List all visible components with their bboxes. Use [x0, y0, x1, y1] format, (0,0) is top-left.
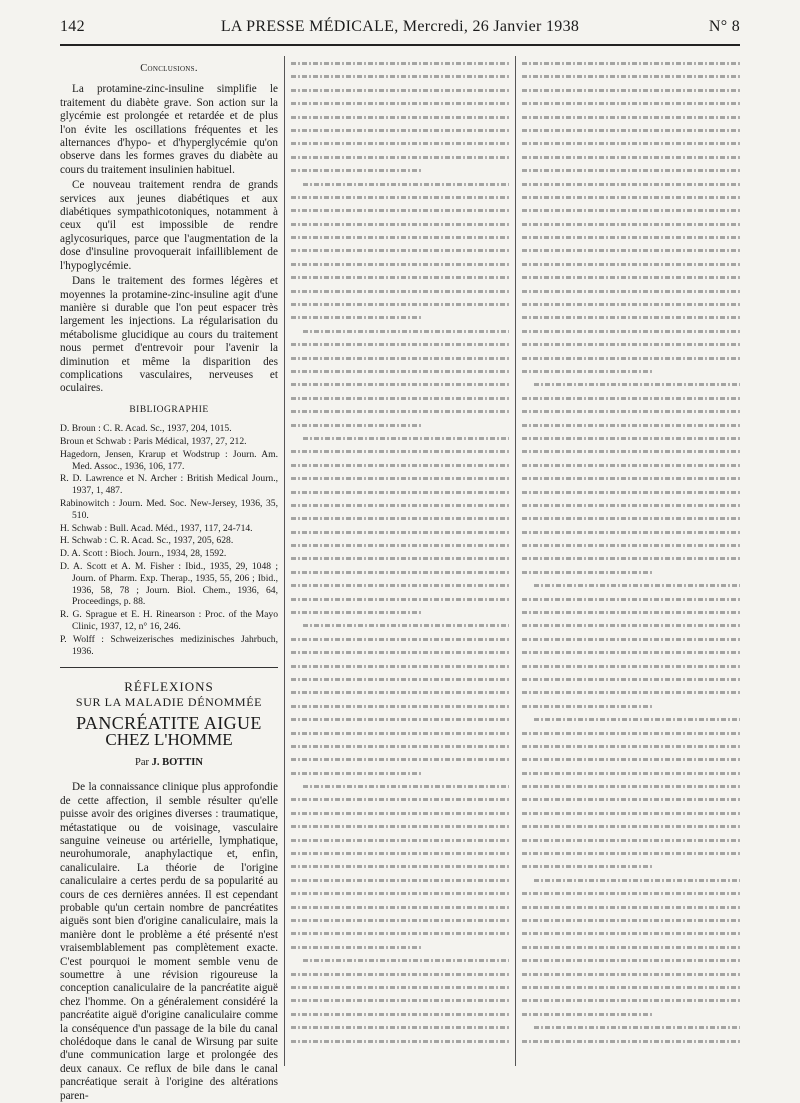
text-line: [291, 163, 509, 176]
text-line: [522, 431, 740, 444]
text-line: [522, 163, 740, 176]
text-line: [291, 297, 509, 310]
text-line: [522, 485, 740, 498]
text-line: [522, 377, 740, 390]
column-3: [522, 56, 740, 1066]
conclusions-title: Conclusions.: [140, 63, 198, 74]
text-line: [522, 69, 740, 82]
text-line: [291, 953, 509, 966]
text-line: [291, 739, 509, 752]
text-line: [522, 779, 740, 792]
bibliography-entry: Hagedorn, Jensen, Krarup et Wodstrup : Journ. Am. Med. Assoc., 1936, 106, 177.: [60, 448, 278, 472]
text-line: [522, 364, 740, 377]
text-line: [522, 926, 740, 939]
text-line: [291, 270, 509, 283]
text-line: [522, 565, 740, 578]
text-line: [291, 110, 509, 123]
text-line: [291, 337, 509, 350]
text-line: [291, 632, 509, 645]
text-line: [291, 177, 509, 190]
issue-number: N° 8: [708, 18, 740, 35]
text-line: [522, 538, 740, 551]
text-line: [522, 833, 740, 846]
page-header: [60, 18, 740, 42]
text-line: [291, 83, 509, 96]
text-line: [522, 886, 740, 899]
journal-title: LA PRESSE MÉDICALE, Mercredi, 26 Janvier 1938: [220, 18, 580, 35]
text-line: [522, 806, 740, 819]
text-line: [291, 726, 509, 739]
text-line: [522, 953, 740, 966]
text-line: [522, 752, 740, 765]
text-line: [291, 833, 509, 846]
article-title-main: CHEZ L'HOMME: [105, 729, 233, 749]
text-line: [291, 511, 509, 524]
text-line: [291, 819, 509, 832]
text-line: [291, 284, 509, 297]
text-line: [291, 766, 509, 779]
text-line: [522, 578, 740, 591]
conclusions-paragraph: La protamine-zinc-insuline simplifie le traitement du diabète grave. Son action sur la glycémie est prolongée et retardée et de plus l'on évite les oscillations fréquentes et les alternances d'hypo- et d'hyperglycémie qu'on observe dans les formes graves du diabète au cours du traitement insulinien habituel.: [60, 83, 278, 176]
bibliography-entry: D. Broun : C. R. Acad. Sc., 1937, 204, 1015.: [60, 423, 232, 435]
text-line: [522, 351, 740, 364]
text-line: [291, 243, 509, 256]
text-line: [522, 873, 740, 886]
text-line: [291, 605, 509, 618]
text-line: [522, 310, 740, 323]
text-line: [522, 444, 740, 457]
column-divider: [284, 56, 285, 1066]
column-1: [60, 56, 278, 1102]
bibliography-entry: Broun et Schwab : Paris Médical, 1937, 27, 212.: [60, 435, 247, 447]
text-line: [522, 337, 740, 350]
text-line: [522, 766, 740, 779]
text-line: [291, 471, 509, 484]
bibliography-list: [60, 423, 278, 657]
text-line: [291, 391, 509, 404]
text-line: [291, 190, 509, 203]
text-line: [291, 1007, 509, 1020]
text-line: [522, 940, 740, 953]
text-line: [291, 498, 509, 511]
text-line: [522, 203, 740, 216]
text-line: [291, 565, 509, 578]
page-number: 142: [60, 18, 85, 35]
text-line: [522, 257, 740, 270]
text-line: [522, 511, 740, 524]
bibliography-entry: R. G. Sprague et E. H. Rinearson : Proc. of the Mayo Clinic, 1937, 12, n° 16, 246.: [60, 609, 278, 632]
text-line: [291, 779, 509, 792]
article-heading: [60, 679, 278, 749]
text-line: [522, 96, 740, 109]
text-line: [522, 270, 740, 283]
text-line: [291, 980, 509, 993]
text-line: [522, 471, 740, 484]
text-line: [291, 926, 509, 939]
text-line: [522, 418, 740, 431]
text-line: [522, 498, 740, 511]
text-line: [522, 391, 740, 404]
text-line: [522, 458, 740, 471]
text-line: [291, 485, 509, 498]
text-line: [522, 136, 740, 149]
text-line: [291, 203, 509, 216]
text-line: [291, 792, 509, 805]
header-rule: [60, 44, 740, 46]
text-line: [291, 699, 509, 712]
text-line: [291, 1020, 509, 1033]
bibliography-entry: Rabinowitch : Journ. Med. Soc. New-Jersey, 1936, 35, 510.: [60, 497, 278, 521]
text-line: [291, 364, 509, 377]
text-line: [522, 699, 740, 712]
text-line: [291, 685, 509, 698]
article-intro-paragraph: De la connaissance clinique plus approfondie de cette affection, il semble résulter qu'elle puisse avoir des origines diverses : traumatique, métastatique ou de voisinage, vasculaire sanguine veineuse ou artérielle, lymphatique, neurohumorale, anaphylactique et, enfin, canaliculaire. La théorie de l'origine canaliculaire a certes perdu de sa popularité au cours de ces dernières années. Il est cependant probable qu'un certain nombre de pancréatites aiguës sont bien d'origine canaliculaire, mais la manière dont le problème a été présenté n'est vraisemblablement pas complètement exacte. C'est pourquoi le moment semble venu de soumettre à une révision rigoureuse la conception canaliculaire de la pancréatite aiguë chez l'homme. On a généralement considéré la pancréatite aiguë d'origine canaliculaire comme la conséquence d'un passage de la bile du canal cholédoque dans le canal de Wirsung par suite d'une communication large et prolongée des deux canaux. Ce reflux de bile dans le canal pancréatique serait à l'origine des altérations paren-: [60, 781, 278, 1102]
text-line: [291, 377, 509, 390]
article-title-main: PANCRÉATITE AIGUE: [76, 713, 262, 734]
text-line: [291, 993, 509, 1006]
text-line: [291, 458, 509, 471]
text-line: [522, 217, 740, 230]
text-line: [291, 217, 509, 230]
text-line: [522, 1034, 740, 1047]
column-divider: [515, 56, 516, 1066]
text-line: [522, 672, 740, 685]
text-line: [291, 752, 509, 765]
text-line: [291, 324, 509, 337]
text-line: [522, 859, 740, 872]
text-line: [522, 792, 740, 805]
text-line: [522, 1020, 740, 1033]
text-line: [291, 351, 509, 364]
text-line: [522, 230, 740, 243]
text-line: [522, 726, 740, 739]
bibliography-entry: H. Schwab : Bull. Acad. Méd., 1937, 117, 24-714.: [60, 522, 253, 534]
text-line: [291, 96, 509, 109]
text-line: [522, 190, 740, 203]
text-line: [291, 551, 509, 564]
text-line: [291, 806, 509, 819]
text-line: [522, 605, 740, 618]
text-line: [291, 150, 509, 163]
text-line: [291, 310, 509, 323]
bibliography-entry: P. Wolff : Schweizerisches medizinisches Jahrbuch, 1936.: [60, 633, 278, 657]
text-line: [291, 444, 509, 457]
text-line: [522, 243, 740, 256]
text-line: [522, 739, 740, 752]
text-line: [522, 980, 740, 993]
text-line: [522, 123, 740, 136]
text-line: [522, 913, 740, 926]
text-line: [522, 404, 740, 417]
text-line: [291, 592, 509, 605]
text-line: [522, 324, 740, 337]
text-line: [522, 632, 740, 645]
text-line: [522, 685, 740, 698]
text-line: [291, 1034, 509, 1047]
text-line: [291, 913, 509, 926]
byline: [60, 756, 278, 769]
text-line: [291, 431, 509, 444]
text-line: [522, 967, 740, 980]
conclusions-paragraph: Ce nouveau traitement rendra de grands services aux jeunes diabétiques et aux diabétiques sympathicotoniques, notamment à ceux qu'il est impossible de rendre aglycosuriques, parce que l'augmentation de la dose d'insuline provoquerait infailliblement de l'hypoglycémie.: [60, 179, 278, 272]
text-line: [291, 56, 509, 69]
text-line: [522, 551, 740, 564]
text-line: [522, 846, 740, 859]
text-line: [291, 618, 509, 631]
text-line: [291, 578, 509, 591]
text-line: [291, 257, 509, 270]
text-line: [291, 645, 509, 658]
text-line: [291, 123, 509, 136]
text-line: [291, 873, 509, 886]
text-line: [522, 150, 740, 163]
text-line: [522, 110, 740, 123]
text-line: [522, 83, 740, 96]
text-line: [522, 284, 740, 297]
text-line: [291, 136, 509, 149]
bibliography-entry: R. D. Lawrence et N. Archer : British Medical Journ., 1937, 1, 487.: [60, 473, 278, 497]
text-line: [522, 712, 740, 725]
text-line: [522, 618, 740, 631]
author-name: J. BOTTIN: [151, 756, 203, 768]
text-line: [522, 592, 740, 605]
text-line: [522, 177, 740, 190]
text-line: [291, 940, 509, 953]
text-line: [291, 230, 509, 243]
text-line: [522, 525, 740, 538]
text-line: [291, 538, 509, 551]
conclusions-paragraph: Dans le traitement des formes légères et moyennes la protamine-zinc-insuline agit d'une manière si durable que l'on peut espacer très largement les injections. La régularisation du métabolisme glucidique au cours du traitement nous permet d'entrevoir pour l'avenir la diminution et même la disparition des complications vasculaires, nerveuses et oculaires.: [60, 275, 278, 395]
text-line: [291, 69, 509, 82]
text-line: [291, 712, 509, 725]
bibliography-entry: H. Schwab : C. R. Acad. Sc., 1937, 205, 628.: [60, 535, 234, 547]
byline-prefix: Par: [135, 756, 149, 768]
bibliography-title: BIBLIOGRAPHIE: [129, 404, 209, 415]
text-line: [291, 886, 509, 899]
text-line: [291, 846, 509, 859]
text-line: [291, 900, 509, 913]
text-line: [522, 659, 740, 672]
article-separator: [60, 667, 278, 668]
text-line: [291, 859, 509, 872]
text-line: [522, 297, 740, 310]
text-line: [522, 993, 740, 1006]
text-line: [522, 1007, 740, 1020]
text-line: [522, 900, 740, 913]
text-line: [291, 672, 509, 685]
bibliography-entry: D. A. Scott : Bioch. Journ., 1934, 28, 1592.: [60, 548, 227, 560]
article-title-line: RÉFLEXIONS: [124, 679, 214, 695]
text-line: [291, 967, 509, 980]
column-2: [291, 56, 509, 1066]
text-line: [291, 659, 509, 672]
text-line: [291, 404, 509, 417]
text-line: [291, 418, 509, 431]
article-title-line: SUR LA MALADIE DÉNOMMÉE: [75, 694, 263, 709]
text-line: [522, 56, 740, 69]
bibliography-entry: D. A. Scott et A. M. Fisher : Ibid., 1935, 29, 1048 ; Journ. of Pharm. Exp. Therap., 1935, 55, 206 ; Ibid., 1936, 58, 78 ; Journ. Biol. Chem., 1936, 64, Proceedings, p. 88.: [60, 560, 278, 608]
text-line: [522, 819, 740, 832]
text-line: [522, 645, 740, 658]
text-line: [291, 525, 509, 538]
